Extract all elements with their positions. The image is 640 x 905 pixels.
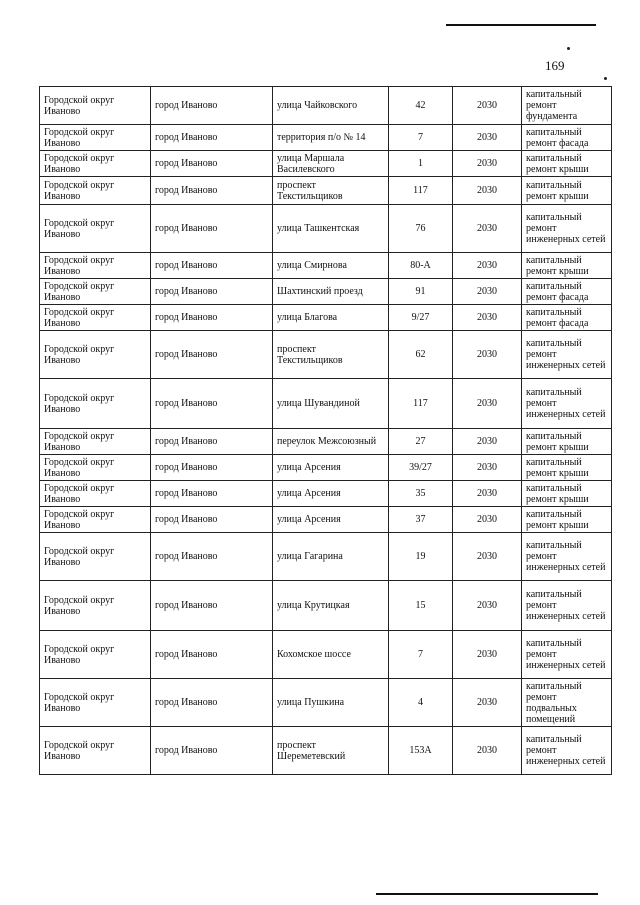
work-type-cell: капитальный ремонт фундамента bbox=[522, 87, 612, 125]
table-row bbox=[40, 727, 612, 775]
house-number-cell: 1 bbox=[389, 151, 453, 177]
district-cell: Городской округ Иваново bbox=[40, 205, 151, 253]
city-cell: город Иваново bbox=[151, 331, 273, 379]
street-cell: проспект Текстильщиков bbox=[273, 177, 389, 205]
city-cell: город Иваново bbox=[151, 533, 273, 581]
district-cell: Городской округ Иваново bbox=[40, 429, 151, 455]
city-cell: город Иваново bbox=[151, 581, 273, 631]
street-cell: территория п/о № 14 bbox=[273, 125, 389, 151]
work-type-cell: капитальный ремонт инженерных сетей bbox=[522, 205, 612, 253]
top-rule bbox=[446, 24, 596, 26]
table-row bbox=[40, 279, 612, 305]
street-cell: проспект Шереметевский bbox=[273, 727, 389, 775]
year-cell: 2030 bbox=[453, 331, 522, 379]
table-row bbox=[40, 631, 612, 679]
table-row bbox=[40, 177, 612, 205]
city-cell: город Иваново bbox=[151, 429, 273, 455]
district-cell: Городской округ Иваново bbox=[40, 727, 151, 775]
house-number-cell: 35 bbox=[389, 481, 453, 507]
work-type-cell: капитальный ремонт фасада bbox=[522, 279, 612, 305]
work-type-cell: капитальный ремонт крыши bbox=[522, 455, 612, 481]
work-type-cell: капитальный ремонт подвальных помещений bbox=[522, 679, 612, 727]
city-cell: город Иваново bbox=[151, 507, 273, 533]
work-type-cell: капитальный ремонт инженерных сетей bbox=[522, 727, 612, 775]
street-cell: улица Шувандиной bbox=[273, 379, 389, 429]
house-number-cell: 19 bbox=[389, 533, 453, 581]
year-cell: 2030 bbox=[453, 455, 522, 481]
year-cell: 2030 bbox=[453, 177, 522, 205]
year-cell: 2030 bbox=[453, 205, 522, 253]
table-row bbox=[40, 305, 612, 331]
house-number-cell: 91 bbox=[389, 279, 453, 305]
house-number-cell: 7 bbox=[389, 631, 453, 679]
year-cell: 2030 bbox=[453, 533, 522, 581]
city-cell: город Иваново bbox=[151, 455, 273, 481]
district-cell: Городской округ Иваново bbox=[40, 631, 151, 679]
city-cell: город Иваново bbox=[151, 379, 273, 429]
street-cell: улица Арсения bbox=[273, 507, 389, 533]
house-number-cell: 76 bbox=[389, 205, 453, 253]
scan-dot bbox=[567, 47, 570, 50]
city-cell: город Иваново bbox=[151, 679, 273, 727]
street-cell: улица Арсения bbox=[273, 481, 389, 507]
district-cell: Городской округ Иваново bbox=[40, 581, 151, 631]
house-number-cell: 4 bbox=[389, 679, 453, 727]
city-cell: город Иваново bbox=[151, 253, 273, 279]
house-number-cell: 39/27 bbox=[389, 455, 453, 481]
district-cell: Городской округ Иваново bbox=[40, 679, 151, 727]
year-cell: 2030 bbox=[453, 379, 522, 429]
year-cell: 2030 bbox=[453, 87, 522, 125]
house-number-cell: 15 bbox=[389, 581, 453, 631]
year-cell: 2030 bbox=[453, 279, 522, 305]
district-cell: Городской округ Иваново bbox=[40, 455, 151, 481]
city-cell: город Иваново bbox=[151, 177, 273, 205]
year-cell: 2030 bbox=[453, 253, 522, 279]
district-cell: Городской округ Иваново bbox=[40, 177, 151, 205]
street-cell: Шахтинский проезд bbox=[273, 279, 389, 305]
work-type-cell: капитальный ремонт крыши bbox=[522, 151, 612, 177]
city-cell: город Иваново bbox=[151, 727, 273, 775]
table-body bbox=[40, 87, 612, 775]
district-cell: Городской округ Иваново bbox=[40, 87, 151, 125]
house-number-cell: 7 bbox=[389, 125, 453, 151]
bottom-rule bbox=[376, 893, 598, 895]
street-cell: улица Крутицкая bbox=[273, 581, 389, 631]
city-cell: город Иваново bbox=[151, 205, 273, 253]
work-type-cell: капитальный ремонт инженерных сетей bbox=[522, 631, 612, 679]
year-cell: 2030 bbox=[453, 125, 522, 151]
street-cell: улица Благова bbox=[273, 305, 389, 331]
street-cell: переулок Межсоюзный bbox=[273, 429, 389, 455]
page-number: 169 bbox=[545, 58, 565, 73]
house-number-cell: 27 bbox=[389, 429, 453, 455]
year-cell: 2030 bbox=[453, 305, 522, 331]
table-row bbox=[40, 533, 612, 581]
house-number-cell: 9/27 bbox=[389, 305, 453, 331]
year-cell: 2030 bbox=[453, 581, 522, 631]
work-type-cell: капитальный ремонт крыши bbox=[522, 177, 612, 205]
work-type-cell: капитальный ремонт крыши bbox=[522, 253, 612, 279]
work-type-cell: капитальный ремонт крыши bbox=[522, 481, 612, 507]
table-row bbox=[40, 125, 612, 151]
table-row bbox=[40, 581, 612, 631]
year-cell: 2030 bbox=[453, 507, 522, 533]
street-cell: проспект Текстильщиков bbox=[273, 331, 389, 379]
table-row bbox=[40, 87, 612, 125]
table-row bbox=[40, 379, 612, 429]
work-type-cell: капитальный ремонт инженерных сетей bbox=[522, 379, 612, 429]
street-cell: улица Гагарина bbox=[273, 533, 389, 581]
house-number-cell: 117 bbox=[389, 177, 453, 205]
city-cell: город Иваново bbox=[151, 87, 273, 125]
scan-dot bbox=[604, 77, 607, 80]
year-cell: 2030 bbox=[453, 481, 522, 507]
district-cell: Городской округ Иваново bbox=[40, 331, 151, 379]
city-cell: город Иваново bbox=[151, 125, 273, 151]
house-number-cell: 80-А bbox=[389, 253, 453, 279]
table-row bbox=[40, 455, 612, 481]
city-cell: город Иваново bbox=[151, 631, 273, 679]
street-cell: улица Маршала Василевского bbox=[273, 151, 389, 177]
table-row bbox=[40, 253, 612, 279]
table-row bbox=[40, 151, 612, 177]
house-number-cell: 37 bbox=[389, 507, 453, 533]
district-cell: Городской округ Иваново bbox=[40, 379, 151, 429]
year-cell: 2030 bbox=[453, 151, 522, 177]
work-type-cell: капитальный ремонт инженерных сетей bbox=[522, 331, 612, 379]
house-number-cell: 62 bbox=[389, 331, 453, 379]
street-cell: улица Ташкентская bbox=[273, 205, 389, 253]
district-cell: Городской округ Иваново bbox=[40, 151, 151, 177]
work-type-cell: капитальный ремонт крыши bbox=[522, 429, 612, 455]
city-cell: город Иваново bbox=[151, 151, 273, 177]
table-row bbox=[40, 679, 612, 727]
work-type-cell: капитальный ремонт инженерных сетей bbox=[522, 533, 612, 581]
table-row bbox=[40, 331, 612, 379]
house-number-cell: 153А bbox=[389, 727, 453, 775]
work-type-cell: капитальный ремонт фасада bbox=[522, 125, 612, 151]
year-cell: 2030 bbox=[453, 679, 522, 727]
district-cell: Городской округ Иваново bbox=[40, 279, 151, 305]
street-cell: улица Пушкина bbox=[273, 679, 389, 727]
work-type-cell: капитальный ремонт инженерных сетей bbox=[522, 581, 612, 631]
work-type-cell: капитальный ремонт фасада bbox=[522, 305, 612, 331]
city-cell: город Иваново bbox=[151, 481, 273, 507]
district-cell: Городской округ Иваново bbox=[40, 481, 151, 507]
house-number-cell: 117 bbox=[389, 379, 453, 429]
table-row bbox=[40, 205, 612, 253]
district-cell: Городской округ Иваново bbox=[40, 125, 151, 151]
work-type-cell: капитальный ремонт крыши bbox=[522, 507, 612, 533]
city-cell: город Иваново bbox=[151, 305, 273, 331]
street-cell: улица Смирнова bbox=[273, 253, 389, 279]
district-cell: Городской округ Иваново bbox=[40, 253, 151, 279]
year-cell: 2030 bbox=[453, 727, 522, 775]
table-row bbox=[40, 507, 612, 533]
district-cell: Городской округ Иваново bbox=[40, 507, 151, 533]
district-cell: Городской округ Иваново bbox=[40, 305, 151, 331]
table-row bbox=[40, 481, 612, 507]
repair-schedule-table bbox=[39, 86, 612, 775]
street-cell: улица Арсения bbox=[273, 455, 389, 481]
table-row bbox=[40, 429, 612, 455]
city-cell: город Иваново bbox=[151, 279, 273, 305]
street-cell: улица Чайковского bbox=[273, 87, 389, 125]
house-number-cell: 42 bbox=[389, 87, 453, 125]
year-cell: 2030 bbox=[453, 429, 522, 455]
year-cell: 2030 bbox=[453, 631, 522, 679]
district-cell: Городской округ Иваново bbox=[40, 533, 151, 581]
street-cell: Кохомское шоссе bbox=[273, 631, 389, 679]
